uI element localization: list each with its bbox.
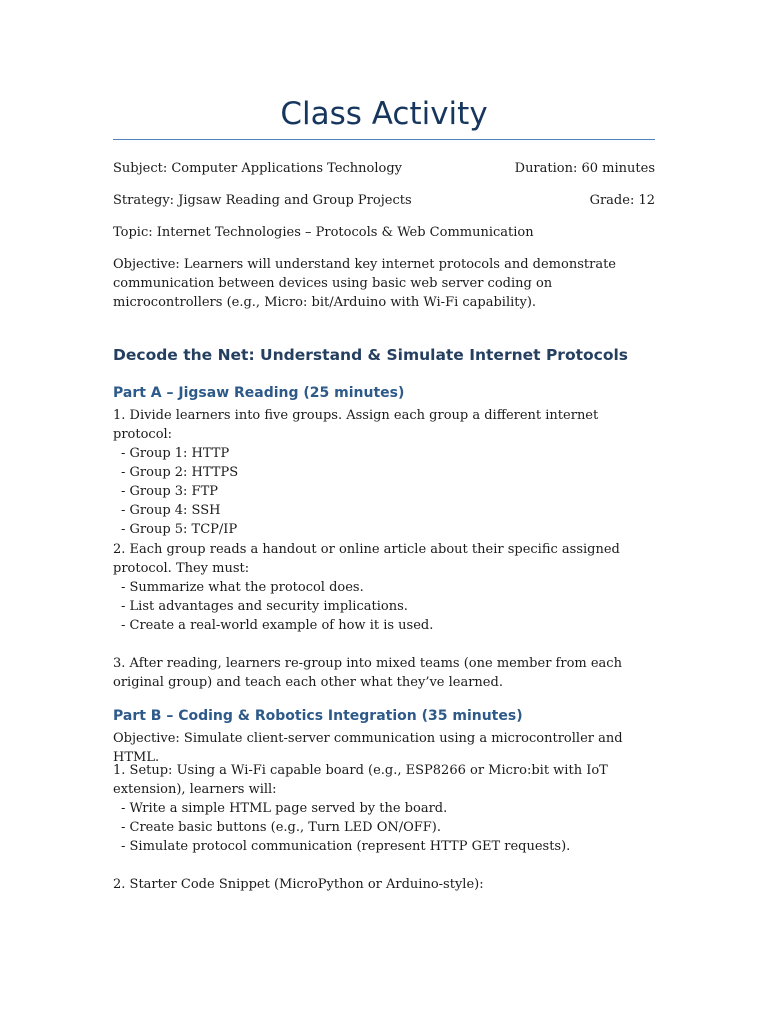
grade-text: Grade: 12 (589, 193, 655, 208)
section-heading: Decode the Net: Understand & Simulate Internet Protocols (113, 346, 629, 364)
part-b-step2 (113, 875, 655, 894)
part-a-step1 (113, 406, 655, 539)
topic-block (113, 223, 655, 242)
setup-text: 1. Setup: Using a Wi-Fi capable board (e.g., ESP8266 or Micro:bit with IoT extension), learners will: (113, 763, 608, 797)
list-item: - Create basic buttons (e.g., Turn LED ON/OFF). (121, 820, 442, 835)
step3-text: 3. After reading, learners re-group into mixed teams (one member from each original group) and teach each other what they’ve learned. (113, 656, 622, 690)
objective-block (113, 255, 655, 312)
topic-text: Topic: Internet Technologies – Protocols & Web Communication (113, 225, 534, 240)
group-item: - Group 1: HTTP (121, 446, 230, 461)
duration-text: Duration: 60 minutes (514, 161, 655, 176)
list-item: - Create a real-world example of how it is used. (121, 618, 434, 633)
list-item: - Summarize what the protocol does. (121, 580, 364, 595)
meta-row-strategy (113, 191, 655, 210)
step1-text: 1. Divide learners into five groups. Assign each group a different internet protocol: (113, 408, 599, 442)
group-item: - Group 3: FTP (121, 484, 218, 499)
part-b-heading: Part B – Coding & Robotics Integration (35 minutes) (113, 708, 523, 724)
list-item: - Simulate protocol communication (represent HTTP GET requests). (121, 839, 571, 854)
part-a-heading: Part A – Jigsaw Reading (25 minutes) (113, 385, 405, 401)
list-item: - Write a simple HTML page served by the board. (121, 801, 448, 816)
document-title: Class Activity (280, 96, 488, 132)
group-item: - Group 2: HTTPS (121, 465, 239, 480)
subject-text: Subject: Computer Applications Technology (113, 161, 403, 176)
meta-row-subject (113, 159, 655, 178)
group-item: - Group 4: SSH (121, 503, 221, 518)
part-b-objective-text: Objective: Simulate client-server communication using a microcontroller and HTML. (113, 731, 623, 765)
group-item: - Group 5: TCP/IP (121, 522, 238, 537)
part-a-step2 (113, 540, 655, 635)
part-a-step3 (113, 654, 655, 692)
objective-text: Objective: Learners will understand key internet protocols and demonstrate communication between devices using basic web server coding on microcontrollers (e.g., Micro: bit/Arduino with Wi-Fi capability). (113, 257, 616, 310)
strategy-text: Strategy: Jigsaw Reading and Group Projects (113, 193, 412, 208)
list-item: - List advantages and security implications. (121, 599, 408, 614)
starter-code-text: 2. Starter Code Snippet (MicroPython or Arduino-style): (113, 877, 484, 892)
title-underline (113, 139, 655, 140)
part-b-step1 (113, 761, 655, 856)
step2-text: 2. Each group reads a handout or online article about their specific assigned protocol. They must: (113, 542, 620, 576)
